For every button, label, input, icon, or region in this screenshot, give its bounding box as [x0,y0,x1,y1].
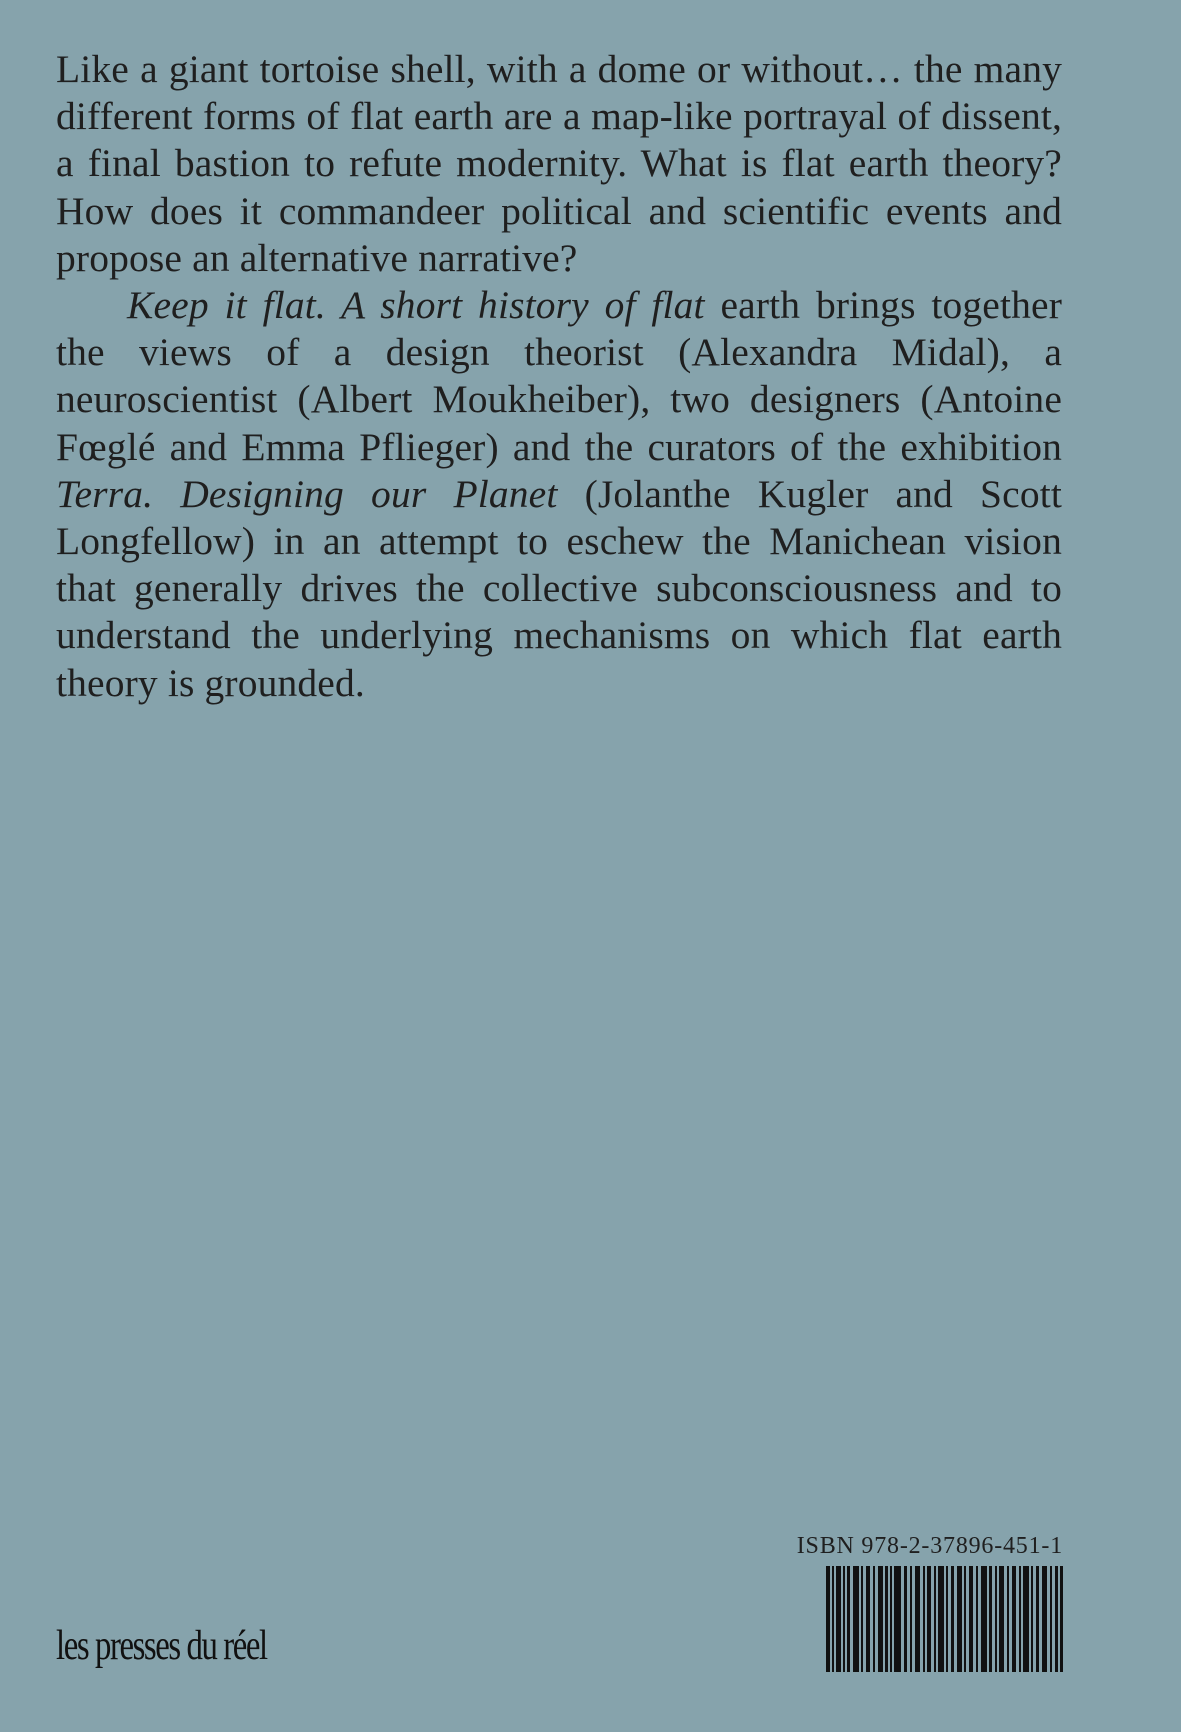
summary-text-1: earth brings together the views of a design theorist (Alexandra Midal), a neuroscientist (Albert Moukheiber), two designers (Antoine Fœglé and Emma Pflieger) and the curators of the exhibition [56,283,1062,469]
exhibition-title-italic: Terra. Designing our Planet [56,471,558,516]
isbn-label: ISBN 978-2-37896-451-1 [796,1533,1063,1559]
book-summary-paragraph [56,282,1062,707]
publisher-logo: les presses du réel [56,1623,267,1669]
intro-paragraph: Like a giant tortoise shell, with a dome or without… the many different forms of flat earth are a map-like portrayal of dissent, a final bastion to refute modernity. What is flat earth theory? How does it commandeer political and scientific events and propose an alternative narrative? [56,47,1062,280]
barcode-svg [826,1566,1063,1672]
book-title-italic: Keep it flat. A short history of flat [127,283,705,328]
barcode-image [826,1566,1063,1672]
back-cover-description [56,46,1062,707]
summary-text-2: (Jolanthe Kugler and Scott Longfellow) in an attempt to eschew the Manichean vision that generally drives the collective subconsciousness and to understand the underlying mechanisms on which flat earth theory is grounded. [56,471,1062,705]
